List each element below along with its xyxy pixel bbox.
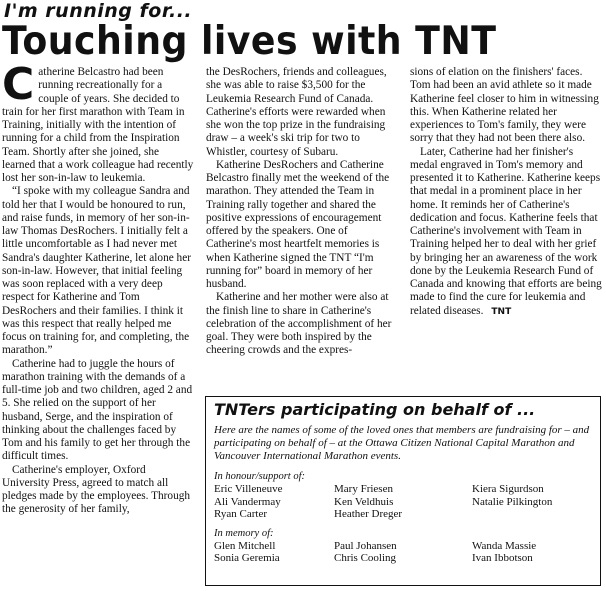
- name: Chris Cooling: [334, 552, 397, 564]
- memory-label: In memory of:: [214, 527, 274, 539]
- paragraph-text: Later, Catherine had her finisher's medal engraved in Tom's memory and presented it to Katherine. Katherine keeps that medal in a prominent place in her home. It reminds her of Catherine's dedication and focus. Katherine feels that Catherine's involvement with Team in Training helped her to deal with her grief by bringing her an awareness of the work done by the Leukemia Research Fund of Canada and knowing that efforts are being made to find the cure for leukemia and related diseases.: [410, 145, 602, 317]
- name: Paul Johansen: [334, 539, 397, 552]
- article-column-3: [410, 66, 602, 319]
- name: Wanda Massie: [472, 539, 537, 552]
- paragraph: Catherine's employer, Oxford University Press, agreed to match all pledges made by the employees. Through the generosity of her family,: [2, 463, 191, 516]
- name: Heather Dreger: [334, 508, 403, 520]
- signoff: TNT: [491, 306, 512, 317]
- article-column-2: [206, 66, 398, 358]
- box-intro: Here are the names of some of the loved ones that members are fundraising for – and participating on behalf of – at the Ottawa Citizen National Capital Marathon and Vancouver International Marathon events.: [214, 424, 590, 462]
- name: Eric Villeneuve: [214, 483, 283, 495]
- name: Ali Vandermay: [214, 495, 281, 508]
- paragraph: Katherine and her mother were also at the finish line to share in Catherine's celebration of the accomplishment of her goal. They were both inspired by the cheering crowds and the expres-: [206, 291, 392, 357]
- paragraph-text: atherine Belcastro had been running recreationally for a couple of years. She decided to train for her first marathon with Team in Training, initially with the intention of running for a child from the Inspiration Team. Shortly after she joined, she learned that a work colleague had recently lost her son-in-law to leukemia.: [2, 66, 194, 184]
- paragraph: “I spoke with my colleague Sandra and told her that I would be honoured to run, and raise funds, in memory of her son-in-law Thomas DesRochers. I initially felt a little uncomfortable as I had never met Sandra's daughter Katherine, let alone her son-in-law. However, that initial feeling was soon replaced with a very deep respect for Katherine and Tom DesRochers and their families. I think it was this respect that really helped me focus on training for, and completing, the marathon.”: [2, 185, 191, 357]
- name: Natalie Pilkington: [472, 495, 553, 508]
- sidebar-box: [205, 396, 601, 586]
- paragraph: Catherine had to juggle the hours of marathon training with the demands of a full-time job and two children, aged 2 and 5. She relied on the support of her husband, Serge, and the inspiration of thinking about the challenges faced by Tom and his family to get her through the difficult times.: [2, 357, 193, 463]
- paragraph: [2, 59, 194, 185]
- name: Glen Mitchell: [214, 539, 276, 552]
- honour-label: In honour/support of:: [214, 471, 306, 482]
- paragraph: Katherine DesRochers and Catherine Belcastro finally met the weekend of the marathon. They attended the Team in Training rally together and shared the positive expressions of encouragement offered by the speakers. One of Catherine's most heartfelt memories is when Katherine signed the TNT “I'm running for” board in memory of her husband.: [206, 158, 390, 290]
- kicker: I'm running for...: [4, 0, 193, 22]
- name: [472, 508, 592, 521]
- article-column-1: [2, 59, 194, 517]
- name: Mary Friesen: [334, 483, 393, 495]
- paragraph: the DesRochers, friends and colleagues, she was able to raise $3,500 for the Leukemia Research Fund of Canada. Catherine's efforts were rewarded when she won the top prize in the fundraising draw – a week's ski trip for two to Whistler, courtesy of Subaru.: [206, 66, 387, 158]
- box-title: TNTers participating on behalf of ...: [214, 400, 536, 419]
- drop-cap: C: [2, 59, 35, 110]
- paragraph: [410, 146, 602, 319]
- headline: Touching lives with TNT: [2, 19, 497, 64]
- name: Ryan Carter: [214, 508, 268, 520]
- name: Ivan Ibbotson: [472, 552, 533, 564]
- memory-names: [214, 540, 592, 565]
- name: Ken Veldhuis: [334, 495, 394, 508]
- honour-names: [214, 483, 592, 521]
- name: Kiera Sigurdson: [472, 483, 544, 495]
- name: Sonia Geremia: [214, 552, 280, 564]
- paragraph: sions of elation on the finishers' faces. Tom had been an avid athlete so it made Katherine feel closer to him in witnessing this. When Katherine related her experiences to Tom's family, they were sorry that they had not been there also.: [410, 66, 599, 145]
